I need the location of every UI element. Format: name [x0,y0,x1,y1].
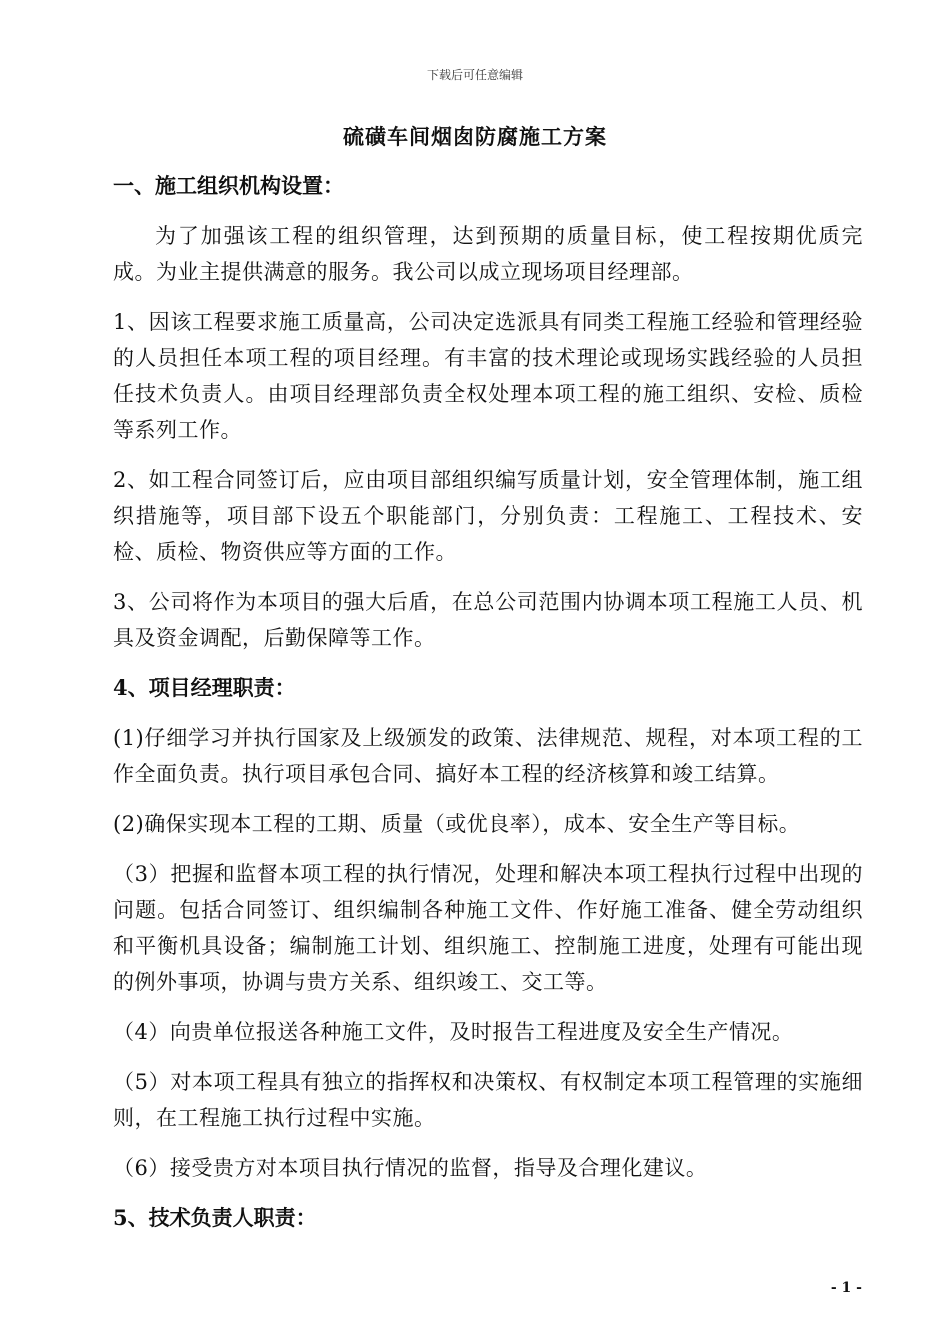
duty-4: （4）向贵单位报送各种施工文件，及时报告工程进度及安全生产情况。 [113,1020,794,1044]
section-heading-4: 4、项目经理职责： [113,675,296,700]
page-number: - 1 - [830,1280,862,1296]
paragraph-3: 3、公司将作为本项目的强大后盾，在总公司范围内协调本项工程施工人员、机具及资金调配，后勤保障等工作。 [113,590,863,650]
paragraph-1: 1、因该工程要求施工质量高，公司决定选派具有同类工程施工经验和管理经验的人员担任本项工程的项目经理。有丰富的技术理论或现场实践经验的人员担任技术负责人。由项目经理部负责全权处理本项工程的施工组织、安检、质检等系列工作。 [113,310,863,442]
intro-paragraph: 为了加强该工程的组织管理，达到预期的质量目标，使工程按期优质完成。为业主提供满意的服务。我公司以成立现场项目经理部。 [113,224,863,284]
duty-5: （5）对本项工程具有独立的指挥权和决策权、有权制定本项工程管理的实施细则，在工程施工执行过程中实施。 [113,1070,863,1130]
paragraph-2: 2、如工程合同签订后，应由项目部组织编写质量计划，安全管理体制，施工组织措施等，项目部下设五个职能部门，分别负责：工程施工、工程技术、安检、质检、物资供应等方面的工作。 [113,468,863,564]
duty-3: （3）把握和监督本项工程的执行情况，处理和解决本项工程执行过程中出现的问题。包括合同签订、组织编制各种施工文件、作好施工准备、健全劳动组织和平衡机具设备；编制施工计划、组织施工、控制施工进度，处理有可能出现的例外事项，协调与贵方关系、组织竣工、交工等。 [113,862,863,994]
duty-2: (2)确保实现本工程的工期、质量（或优良率），成本、安全生产等目标。 [113,812,801,836]
header-note: 下载后可任意编辑 [426,68,523,82]
section-heading-5: 5、技术负责人职责： [113,1205,317,1230]
section-heading-1: 一、施工组织机构设置： [113,173,344,198]
duty-1: (1)仔细学习并执行国家及上级颁发的政策、法律规范、规程，对本项工程的工作全面负责。执行项目承包合同、搞好本工程的经济核算和竣工结算。 [113,726,863,786]
document-title: 硫磺车间烟囱防腐施工方案 [343,124,607,149]
duty-6: （6）接受贵方对本项目执行情况的监督，指导及合理化建议。 [113,1156,708,1180]
document-body [113,168,863,1250]
